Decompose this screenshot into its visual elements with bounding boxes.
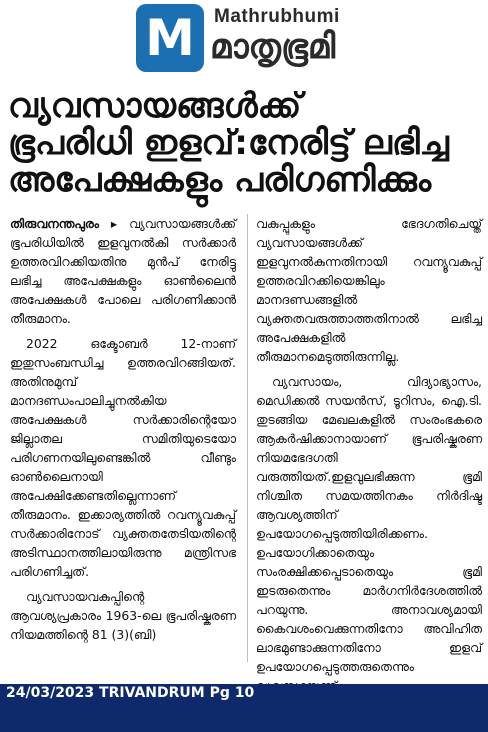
article-paragraph (10, 214, 236, 328)
headline-line-2: ഭൂപരിധി ഇളവ്:നേരിട്ട് ലഭിച്ച (8, 123, 449, 163)
article-paragraph (10, 587, 236, 644)
mathrubhumi-logo (136, 4, 412, 76)
paragraph-text: 2022 ഒക്ടോബർ 12-നാണ് ഇതുസംബന്ധിച്ച ഉത്തരവിറങ്ങിയത്. അതിനുമുമ്പ് മാനദണ്ഡംപാലിച്ചുനൽകിയ അപേക്ഷകൾ സർക്കാരിന്റെയോ ജില്ലാതല സമിതിയുടെയോ പരിഗണനയിലുണ്ടെങ്കിൽ വീണ്ടും ഓൺലൈനായി അപേക്ഷിക്കേണ്ടതില്ലെന്നാണ് തീരുമാനം. ഇക്കാര്യത്തിൽ റവന്യൂവകുപ്പ് സർക്കാരിനോട് വ്യക്തതതേടിയതിന്റെ അടിസ്ഥാനത്തിലായിരുന്നു മന്ത്രിസഭ പരിഗണിച്ചത്. (10, 336, 236, 579)
paragraph-text: വ്യവസായങ്ങൾക്ക് ഭൂപരിധിയിൽ ഇളവുനൽകി സർക്കാർ ഉത്തരവിറക്കിയതിനു മുൻപ് നേരിട്ടു ലഭിച്ച അപേക്ഷകളും ഓൺലൈൻ അപേക്ഷകൾ പോലെ പരിഗണിക്കാൻ തീരുമാനം. (10, 216, 236, 326)
logo-letter: M (145, 9, 195, 67)
footer-publication-info: 24/03/2023 TRIVANDRUM Pg 10 (6, 685, 255, 701)
logo-name-malayalam: മാതൃഭൂമി (210, 27, 336, 67)
article-column-left (10, 214, 236, 650)
headline-line-3: അപേക്ഷകളും പരിഗണിക്കും (8, 160, 432, 200)
paragraph-text: വ്യവസായം, വിദ്യാഭ്യാസം, മെഡിക്കൽ സയൻസ്, ടൂറിസം, ഐ.ടി. തുടങ്ങിയ മേഖലകളിൽ സംരംഭകരെ ആകർഷിക്കാനായാണ് ഭൂപരിഷ്കരണ നിയമഭേദഗതി വരുത്തിയത്.ഇളവുലഭിക്കുന്ന ഭൂമി നിശ്ചിത സമയത്തിനകം നിർദിഷ്ട ആവശ്യത്തിന് ഉപയോഗപ്പെടുത്തിയിരിക്കണം. ഉപയോഗിക്കാതെയും സംരക്ഷിക്കപ്പെടാതെയും ഭൂമി ഇടരുതെന്നും മാർഗനിർദേശത്തിൽ പറയുന്നു. അനാവശ്യമായി കൈവശംവെക്കുന്നതിനോ അവിഹിത ലാഭമുണ്ടാക്കുന്നതിനോ ഇളവ് ഉപയോഗപ്പെടുത്തരുതെന്നും (256, 374, 482, 674)
article-paragraph (256, 214, 482, 366)
article-paragraph (10, 334, 236, 581)
footer-bar (0, 684, 488, 732)
paragraph-text: വ്യവസായവകുപ്പിന്റെ ആവശ്യപ്രകാരം 1963-ലെ ഭൂപരിഷ്കരണ നിയമത്തിന്റെ 81 (3)(ബി) (10, 589, 236, 642)
headline-line-1: വ്യവസായങ്ങൾക്ക് (8, 86, 302, 126)
headline (8, 88, 486, 199)
dateline: തിരുവനന്തപുരം (10, 216, 99, 231)
article-paragraph (256, 372, 482, 695)
paragraph-text: വകുപ്പുകളും ഭേദഗതിചെയ്ത് വ്യവസായങ്ങൾക്ക് ഇളവുനൽകുന്നതിനായി റവന്യൂവകുപ്പ് ഉത്തരവിറക്കിയെങ്കിലും മാനദണ്ഡങ്ങളിൽ വ്യക്തതവരുത്താത്തതിനാൽ ലഭിച്ച അപേക്ഷകളിൽ തീരുമാനമെടുത്തിരുന്നില്ല. (256, 216, 482, 364)
logo-name-english: Mathrubhumi (214, 6, 340, 27)
article-column-right (256, 214, 482, 701)
dateline-marker-icon: ▸ (110, 216, 118, 231)
column-divider (247, 214, 248, 662)
logo-badge-icon (136, 4, 204, 72)
